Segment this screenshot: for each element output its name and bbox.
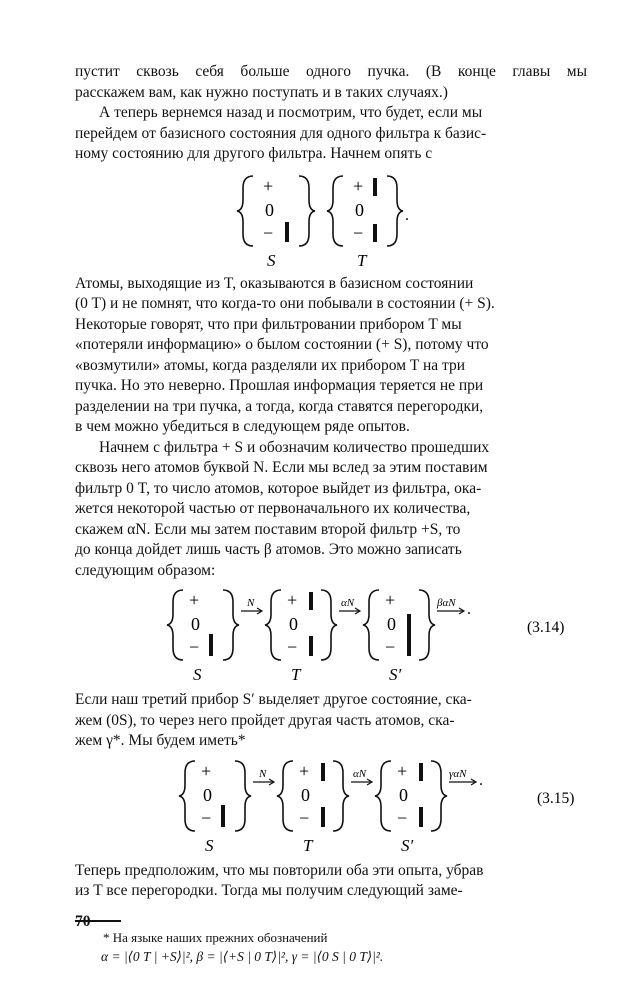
paragraph-6: Теперь предположим, что мы повторили оба эти опыта, убрав из T все перегородки. Тогда мы получим следующий заме-	[75, 861, 484, 899]
equation-3-14	[75, 584, 587, 684]
eq315-arrow-3	[449, 768, 483, 789]
page-content	[75, 62, 587, 966]
sign-minus: −	[263, 222, 274, 243]
svg-text:+: +	[189, 590, 200, 610]
svg-text:0: 0	[301, 784, 310, 805]
paragraph-1: пустит сквозь себя больше одного пучка. (В конце главы мы расскажем вам, как нужно поступать и в таких случаях.)	[75, 63, 587, 101]
eq314-label-s-prime: S′	[389, 665, 402, 684]
svg-text:0: 0	[203, 784, 212, 805]
paragraph-4: Начнем с фильтра + S и обозначим количество прошедших сквозь него атомов буквой N. Если мы вслед за этим поставим фильтр 0 T, то число атомов, которое выйдет из фильтра, ока- жется некоторой частью от первоначального их количества, скажем αN. Если мы затем поставим второй фильтр +S, то до конца дойдет лишь часть β атомов. Это можно записать следующим образом:	[75, 438, 490, 579]
equation-3-15	[75, 755, 587, 855]
svg-text:+: +	[287, 590, 298, 610]
svg-text:−: −	[299, 807, 310, 828]
blocker-plus	[373, 178, 377, 196]
eq315-filter-t	[277, 761, 349, 855]
footnote-line-2: α = |⟨0 T | +S⟩|², β = |⟨+S | 0 T⟩|², γ = |⟨0 S | 0 T⟩|².	[101, 948, 384, 964]
svg-text:−: −	[201, 807, 212, 828]
eq314-filter-t	[265, 590, 337, 684]
eq314-filter-s-prime	[363, 590, 435, 684]
svg-text:.: .	[467, 601, 471, 618]
blocker-minus	[373, 224, 377, 242]
svg-text:−: −	[287, 637, 298, 657]
svg-text:0: 0	[289, 614, 298, 634]
svg-text:+: +	[299, 760, 310, 781]
svg-text:βαN: βαN	[437, 597, 456, 609]
eq314-number: (3.14)	[527, 619, 565, 636]
eq314-label-t: T	[291, 665, 301, 684]
blocker-minus	[285, 222, 289, 242]
eq315-filter-s	[179, 761, 251, 855]
filter-diagram-st-svg	[75, 168, 587, 268]
paragraph-3: Атомы, выходящие из T, оказываются в базисном состоянии (0 T) и не помнят, что когда-то они побывали в состоянии (+ S). Некоторые говорят, что при фильтровании прибором T мы «потеряли информацию» о былом состоянии (+ S), потому что «возмутили» атомы, когда разделяли их прибором T на три пучка. Но это неверно. Прошлая информация теряется не при разделении на три пучка, а тогда, когда ставятся перегородки, в чем можно убедиться в следующем ряде опытов.	[75, 274, 495, 435]
svg-text:αN: αN	[341, 597, 355, 609]
paragraph-5: Если наш третий прибор S′ выделяет другое состояние, ска- жем (0S), то через него пройдет другая часть атомов, ска- жем γ*. Мы будем иметь*	[75, 691, 472, 749]
eq315-arrow-1	[253, 768, 274, 785]
svg-text:.: .	[405, 206, 409, 224]
eq315-label-t: T	[303, 835, 313, 855]
sign-plus: +	[263, 175, 274, 196]
sign-plus: +	[353, 175, 364, 196]
svg-text:N: N	[247, 597, 255, 609]
eq314-filter-s	[167, 590, 239, 684]
paragraph-2: А теперь вернемся назад и посмотрим, что будет, если мы перейдем от базисного состояния для одного фильтра к базис- ному состоянию для другого фильтра. Начнем опять с	[75, 104, 487, 162]
sign-zero: 0	[265, 199, 274, 220]
page-number: 70	[75, 913, 91, 930]
eq314-arrow-2	[339, 597, 360, 614]
svg-text:0: 0	[191, 614, 200, 634]
svg-text:+: +	[201, 760, 212, 781]
sign-minus: −	[353, 222, 364, 243]
svg-text:−: −	[385, 637, 396, 657]
eq315-arrow-2	[351, 768, 372, 785]
filter-s	[237, 176, 315, 270]
eq315-filter-s-prime	[375, 761, 447, 855]
filter-t	[327, 176, 409, 270]
svg-text:N: N	[259, 767, 267, 780]
svg-text:γαN: γαN	[449, 767, 467, 780]
footnote-line-1: * На языке наших прежних обозначений	[103, 929, 328, 945]
label-s: S	[267, 250, 276, 270]
eq314-arrow-3	[436, 597, 471, 618]
svg-text:−: −	[189, 637, 200, 657]
sign-zero: 0	[355, 199, 364, 220]
svg-text:−: −	[397, 807, 408, 828]
svg-text:+: +	[385, 590, 396, 610]
svg-text:.: .	[479, 771, 483, 789]
equation-3-14-svg	[75, 584, 587, 684]
svg-text:0: 0	[387, 614, 396, 634]
svg-text:0: 0	[399, 784, 408, 805]
eq315-number: (3.15)	[537, 789, 575, 807]
eq314-arrow-1	[241, 597, 262, 614]
svg-text:+: +	[397, 760, 408, 781]
eq314-label-s: S	[193, 665, 202, 684]
svg-text:αN: αN	[353, 767, 367, 780]
equation-3-15-svg	[75, 755, 587, 855]
eq315-label-s: S	[205, 835, 214, 855]
filter-diagram-st	[75, 168, 587, 268]
eq315-label-s-prime: S′	[401, 835, 414, 855]
label-t: T	[357, 250, 367, 270]
